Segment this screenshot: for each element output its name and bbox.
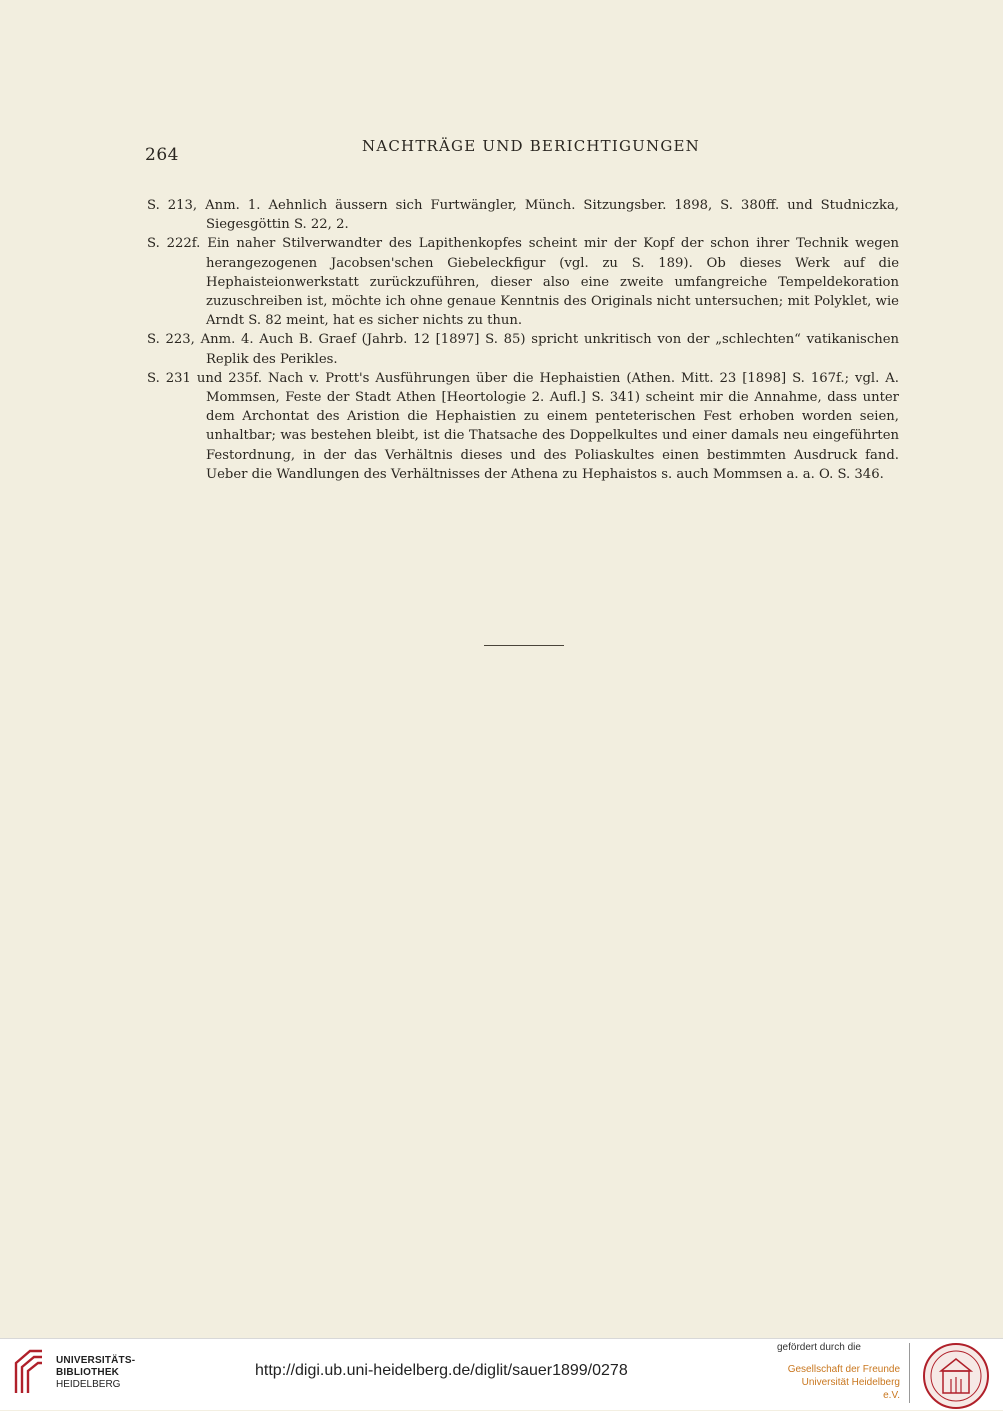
correction-entry: S. 222f. Ein naher Stilverwandter des Lapithenkopfes scheint mir der Kopf der schon ihrer Technik wegen herangezogenen Jacobsen'schen Giebeleckfigur (vgl. zu S. 189). Ob dieses Werk auf die Hephaisteionwerkstatt zurückzuführen, dieser also eine zweite umfangreiche Tempeldekoration zuzuschreiben ist, möchte ich ohne genaue Kenntnis des Originals nicht untersuchen; mit Polyklet, wie Arndt S. 82 meint, hat es sicher nichts zu thun. — [147, 236, 899, 329]
library-name — [56, 1355, 135, 1391]
sponsor-link[interactable] — [783, 1363, 900, 1402]
footer-bar — [0, 1338, 1003, 1410]
sponsor-name-line: Universität Heidelberg e.V. — [801, 1377, 900, 1401]
sponsor-caption: gefördert durch die — [777, 1342, 861, 1353]
correction-entry: S. 231 und 235f. Nach v. Prott's Ausführungen über die Hephaistien (Athen. Mitt. 23 [1898] S. 167f.; vgl. A. Mommsen, Feste der Stadt Athen [Heortologie 2. Aufl.] S. 341) scheint mir die Annahme, dass unter dem Archontat des Aristion die Hephaistien zu einem penteterischen Fest erhoben worden seien, unhaltbar; was bestehen bleibt, ist die Thatsache des Doppelkultes und einer damals neu eingeführten Festordnung, in der das Verhältnis dieses und des Poliaskultes einen bestimmten Ausdruck fand. Ueber die Wandlungen des Verhältnisses der Athena zu Hephaistos s. auch Mommsen a. a. O. S. 346. — [147, 370, 899, 482]
correction-entry: S. 213, Anm. 1. Aehnlich äussern sich Furtwängler, Münch. Sitzungsber. 1898, S. 380ff. und Studniczka, Siegesgöttin S. 22, 2. — [147, 198, 899, 233]
correction-entry: S. 223, Anm. 4. Auch B. Graef (Jahrb. 12 [1897] S. 85) spricht unkritisch von der „schlechten“ vatikanischen Replik des Perikles. — [147, 332, 899, 367]
page-number: 264 — [145, 145, 179, 165]
library-name-line: BIBLIOTHEK — [56, 1367, 120, 1378]
permalink-url[interactable]: http://digi.ub.uni-heidelberg.de/diglit/sauer1899/0278 — [255, 1362, 628, 1379]
library-name-line: UNIVERSITÄTS- — [56, 1355, 136, 1366]
university-seal-icon — [921, 1341, 991, 1411]
corrections-list — [147, 196, 899, 484]
end-rule — [484, 645, 564, 646]
library-name-line: HEIDELBERG — [56, 1379, 121, 1390]
library-logo-icon[interactable] — [12, 1349, 46, 1395]
running-head: NACHTRÄGE UND BERICHTIGUNGEN — [362, 137, 700, 155]
sponsor-name-line: Gesellschaft der Freunde — [787, 1364, 900, 1375]
footer-divider — [909, 1343, 910, 1403]
